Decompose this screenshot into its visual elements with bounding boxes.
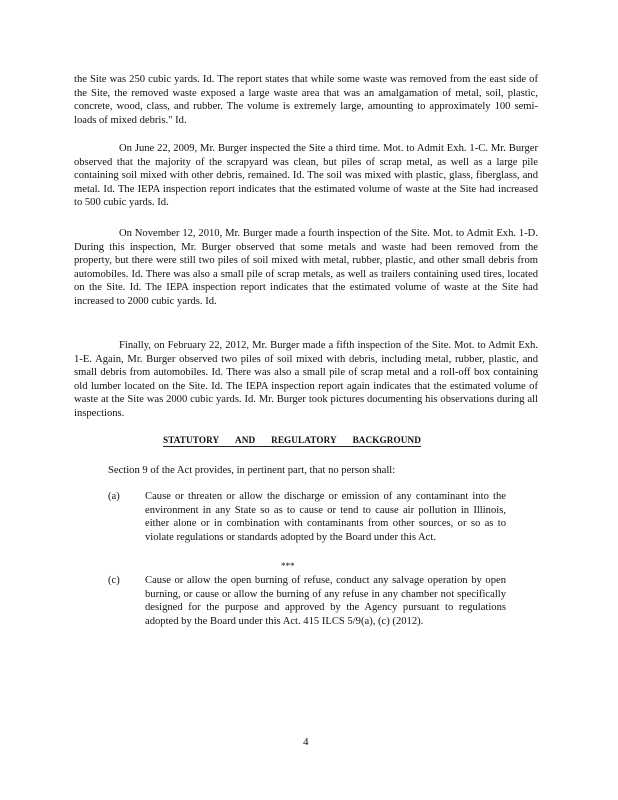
heading-word-and: AND (235, 435, 256, 445)
omission-asterisks: *** (281, 561, 295, 571)
item-label-c: (c) (108, 575, 120, 586)
section-heading (163, 435, 421, 447)
page-number: 4 (303, 736, 309, 748)
paragraph-fifth-inspection: Finally, on February 22, 2012, Mr. Burger made a fifth inspection of the Site. Mot. to Admit Exh. 1-E. Again, Mr. Burger observed two piles of soil mixed with debris, including metal, rubber, plastic, and small debris from automobiles. Id. There was also a small pile of scrap metal and a roll-off box containing old lumber located on the Site. Id. The IEPA inspection report again indicates that the estimated volume of waste at the Site was 2000 cubic yards. Id. Mr. Burger took pictures documenting his observations during all inspections. (74, 340, 538, 419)
heading-word-background: BACKGROUND (352, 435, 421, 445)
paragraph-fourth-inspection: On November 12, 2010, Mr. Burger made a fourth inspection of the Site. Mot. to Admit Exh. 1-D. During this inspection, Mr. Burger observed that some metals and waste had been removed from the property, but there were still two piles of soil mixed with metal, rubber, plastic, and other small debris from automobiles. Id. There was also a small pile of scrap metals, as well as trailers containing used tires, located on the Site. Id. The IEPA inspection report indicates that the estimated volume of waste at the Site had increased to 2000 cubic yards. Id. (74, 228, 538, 307)
item-text-c: Cause or allow the open burning of refuse, conduct any salvage operation by open burning, or cause or allow the burning of any refuse in any chamber not specifically designed for the purpose and approved by the Agency pursuant to regulations adopted by the Board under this Act. 415 ILCS 5/9(a), (c) (2012). (145, 575, 506, 627)
item-text-a: Cause or threaten or allow the discharge or emission of any contaminant into the environment in any State so as to cause or tend to cause air pollution in Illinois, either alone or in combination with contaminants from other sources, or so as to violate regulations or standards adopted by the Board under this Act. (145, 491, 506, 543)
paragraph-inspection-continued: the Site was 250 cubic yards. Id. The report states that while some waste was removed from the east side of the Site, the removed waste exposed a large waste area that was an amalgamation of metal, soil, plastic, concrete, wood, class, and rubber. The volume is extremely large, amounting to approximately 100 semi-loads of mixed debris." Id. (74, 74, 538, 126)
section-intro: Section 9 of the Act provides, in pertinent part, that no person shall: (108, 465, 396, 476)
item-label-a: (a) (108, 491, 120, 502)
paragraph-third-inspection: On June 22, 2009, Mr. Burger inspected the Site a third time. Mot. to Admit Exh. 1-C. Mr. Burger observed that the majority of the scrapyard was clean, but piles of scrap metal, as well as a large pile containing soil mixed with other debris, remained. Id. The soil was mixed with plastic, glass, fiberglass, and metal. Id. The IEPA inspection report indicates that the estimated volume of waste at the Site had increased to 500 cubic yards. Id. (74, 143, 538, 209)
heading-word-regulatory: REGULATORY (271, 435, 337, 445)
heading-word-statutory: STATUTORY (163, 435, 220, 445)
